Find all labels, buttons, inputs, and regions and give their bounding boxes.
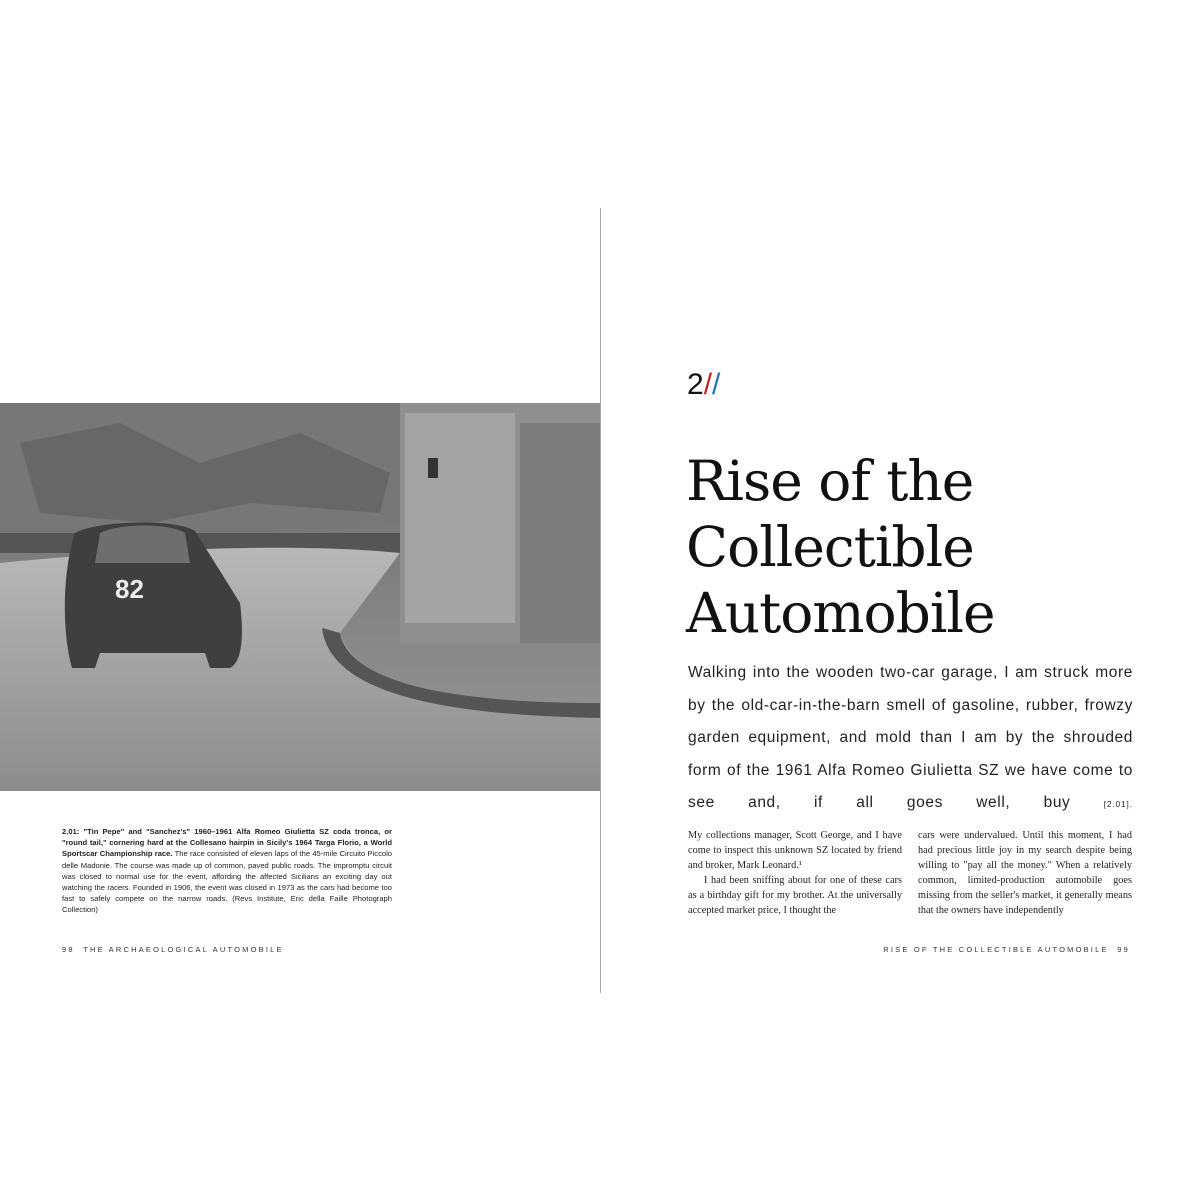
right-running-head: RISE OF THE COLLECTIBLE AUTOMOBILE	[883, 945, 1109, 954]
blue-slash: /	[712, 368, 721, 401]
intro-paragraph	[688, 657, 1133, 822]
chapter-digit: 2	[687, 368, 704, 401]
chapter-number	[687, 368, 720, 402]
caption-text: The race consisted of eleven laps of the 45-mile Circuito Piccolo delle Madonie. The course was made up of common, paved public roads. The impromptu circuit was closed to normal use for the event, affording the affected Sicilians an exciting day out watching the racers. Founded in 1906, the event was closed in 1973 as the cars had become too fast to safely compete on the narrow roads. (Revs Institute, Eric della Faille Photograph Collection)	[62, 849, 393, 915]
body-paragraph: cars were undervalued. Until this moment, I had had precious little joy in my search despite being willing to "pay all the money." When a relatively common, limited-production automobile goes missing from the seller's market, it generally means that the owners have independently	[918, 830, 1132, 916]
chapter-title	[686, 448, 1166, 646]
title-line: Rise of the	[686, 449, 974, 513]
right-page-number: 99	[1117, 945, 1130, 954]
body-paragraph: My collections manager, Scott George, and I have come to inspect this unknown SZ located by friend and broker, Mark Leonard.¹	[688, 830, 902, 871]
body-column-2	[918, 828, 1132, 918]
figure-reference: [2.01].	[1103, 800, 1133, 809]
left-page-number: 98	[62, 945, 75, 954]
red-slash: /	[703, 368, 713, 401]
gutter-divider	[600, 208, 601, 993]
body-column-1	[688, 828, 902, 918]
title-line: Collectible	[686, 515, 974, 579]
photo-caption	[62, 826, 392, 916]
title-line: Automobile	[686, 581, 995, 645]
right-footer	[883, 945, 1130, 954]
left-running-head: THE ARCHAEOLOGICAL AUTOMOBILE	[83, 945, 284, 954]
body-paragraph: I had been sniffing about for one of these cars as a birthday gift for my brother. At the universally accepted market price, I thought the	[688, 875, 902, 916]
intro-text: Walking into the wooden two-car garage, I am struck more by the old-car-in-the-barn smell of gasoline, rubber, frowzy garden equipment, and mold than I am by the shrouded form of the 1961 Alfa Romeo Giulietta SZ we have come to see and, if all goes well, buy	[688, 664, 1133, 811]
car-number: 82	[115, 574, 144, 604]
race-car-photo	[0, 403, 600, 791]
left-footer	[62, 945, 284, 954]
caption-bold: 2.01: "Tin Pepe" and "Sanchez's" 1960–1961 Alfa Romeo Giulietta SZ coda tronca, or "round tail," cornering hard at the Collesano hairpin in Sicily's 1964 Targa Florio, a World Sportscar Championship race.	[62, 827, 392, 859]
